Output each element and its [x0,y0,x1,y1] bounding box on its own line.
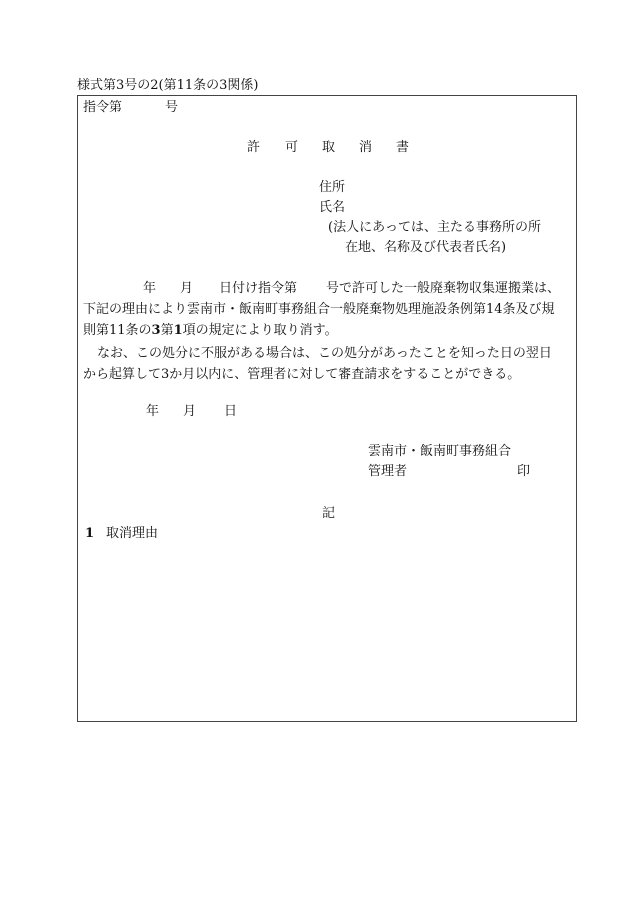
title-char: 許 [247,140,261,155]
body-line2: 下記の理由により雲南市・飯南町事務組合一般廃棄物処理施設条例第14条及び規 [83,302,555,317]
body-line3-bold: 3 [151,323,161,338]
order-number-prefix: 指令第 [83,100,123,115]
para2-line1: なお、この処分に不服がある場合は、この処分があったことを知った日の翌日 [97,346,552,361]
reason-number: 1 [85,526,95,541]
title-char: 消 [359,140,373,155]
name-label: 氏名 [319,200,346,215]
body-line3-mid: 第 [160,323,174,338]
corp-note-line2: 在地、名称及び代表者氏名) [345,240,507,255]
body-line1-tail: 号で許可した一般廃棄物収集運搬業は、 [326,281,561,296]
title-char: 取 [322,140,336,155]
note-heading: 記 [322,506,336,521]
title-char: 書 [396,140,410,155]
issuer-seal: 印 [517,464,531,479]
issue-date-month: 月 [183,404,197,419]
para2-line2: から起算して3か月以内に、管理者に対して審査請求をすることができる。 [83,367,521,382]
form-label: 様式第3号の2(第11条の3関係) [77,78,259,93]
order-number-suffix: 号 [165,100,179,115]
body-line3-pre: 則第11条の [83,323,152,338]
issue-date-day: 日 [224,404,238,419]
body-month: 月 [180,281,194,296]
issuer-role: 管理者 [368,464,408,479]
address-label: 住所 [319,180,346,195]
title-char: 可 [285,140,299,155]
issuer-org: 雲南市・飯南町事務組合 [368,444,512,459]
body-line3 [83,323,338,339]
issue-date-year: 年 [146,404,160,419]
reason-label: 取消理由 [106,526,159,541]
body-year: 年 [143,281,157,296]
body-line3-bold2: 1 [173,323,183,338]
corp-note-line1: (法人にあっては、主たる事務所の所 [328,220,541,235]
body-line3-post: 項の規定により取り消す。 [182,323,338,338]
body-day-phrase: 日付け指令第 [219,281,298,296]
